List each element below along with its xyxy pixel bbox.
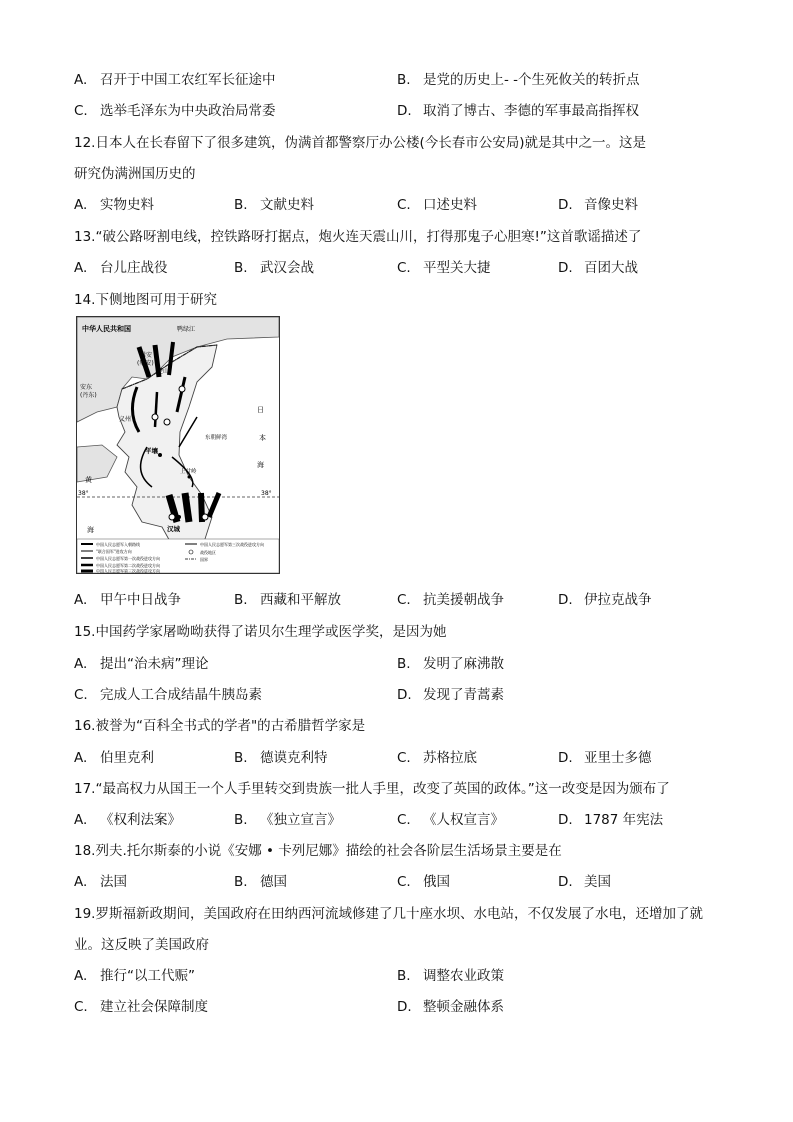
arrow-south-4 — [209, 493, 219, 517]
legend-item-4: 中国人民志愿军第二次战役进攻方向 — [96, 563, 160, 568]
q15-option-b: B. 发明了麻沸散 — [397, 656, 504, 672]
q11-option-c: C. 选举毛泽东为中央政治局常委 — [74, 103, 276, 119]
q15-option-a: A. 提出“治未病”理论 — [74, 656, 209, 672]
q13-stem: 13.“破公路呀割电线，控铁路呀打据点，炮火连天震山川，打得那鬼子心胆寒!”这首歌谣描述了 — [74, 229, 642, 245]
label-andong: 安东 — [80, 384, 93, 391]
label-38-right: 38° — [261, 490, 272, 497]
legend-item-5: 中国人民志愿军第三次战役进攻方向 — [96, 568, 160, 573]
label-dandong: (丹东) — [80, 392, 97, 399]
legend-item-3: 中国人民志愿军第一次战役进攻方向 — [96, 556, 160, 561]
q11-option-a: A. 召开于中国工农红军长征途中 — [74, 72, 276, 88]
shandong-coast — [77, 445, 117, 482]
q14-option-d: D. 伊拉克战争 — [558, 592, 652, 608]
legend-item-7: 战役地区 — [200, 550, 216, 555]
q12-stem-line1: 12.日本人在长春留下了很多建筑，伪满首都警察厅办公楼(今长春市公安局)就是其中之一。这是 — [74, 135, 647, 151]
battle-marker — [202, 514, 208, 520]
legend-item-1: 中国人民志愿军入朝路线 — [96, 542, 140, 547]
label-yellow-sea-1: 黄 — [85, 476, 92, 484]
pyongyang-dot — [158, 453, 162, 457]
q12-stem-line2: 研究伪满洲国历史的 — [74, 166, 196, 182]
label-sea-of-japan-2: 本 — [259, 434, 266, 442]
q17-stem: 17.“最高权力从国王一个人手里转交到贵族一批人手里，改变了英国的政体。”这一改变是因为颁布了 — [74, 781, 670, 797]
q11-option-d: D. 取消了博古、李德的军事最高指挥权 — [397, 103, 639, 119]
q14-option-c: C. 抗美援朝战争 — [397, 592, 504, 608]
q16-stem: 16.被誉为“百科全书式的学者"的古希腊哲学家是 — [74, 718, 366, 734]
label-shangganling: 上甘岭 — [180, 469, 197, 475]
label-uiju: 义州 — [119, 416, 132, 423]
legend-item-8: 国界 — [200, 557, 208, 562]
q19-option-c: C. 建立社会保障制度 — [74, 999, 208, 1015]
label-yalu: 鸭绿江 — [177, 326, 196, 333]
label-pyongyang: 平壤 — [145, 447, 158, 455]
q12-option-a: A. 实物史料 — [74, 197, 154, 213]
legend-swatch — [189, 550, 193, 554]
q17-option-c: C. 《人权宣言》 — [397, 812, 504, 828]
q19-option-b: B. 调整农业政策 — [397, 968, 504, 984]
battle-marker — [169, 514, 175, 520]
legend-item-2: "联合国军"进攻方向 — [96, 549, 132, 554]
q12-option-b: B. 文献史料 — [234, 197, 314, 213]
legend-item-6: 中国人民志愿军第三次战役进攻方向 — [200, 542, 264, 547]
q12-option-d: D. 音像史料 — [558, 197, 638, 213]
q11-option-b: B. 是党的历史上- -个生死攸关的转折点 — [397, 72, 640, 88]
arrow-south-2 — [185, 493, 189, 522]
q16-option-a: A. 伯里克利 — [74, 750, 154, 766]
q18-option-a: A. 法国 — [74, 874, 127, 890]
q18-option-b: B. 德国 — [234, 874, 287, 890]
q14-option-b: B. 西藏和平解放 — [234, 592, 341, 608]
q17-option-b: B. 《独立宣言》 — [234, 812, 341, 828]
q16-option-b: B. 德谟克利特 — [234, 750, 328, 766]
battle-marker — [152, 414, 158, 420]
q19-option-d: D. 整顿金融体系 — [397, 999, 504, 1015]
battle-marker — [179, 386, 185, 392]
q15-stem: 15.中国药学家屠呦呦获得了诺贝尔生理学或医学奖，是因为她 — [74, 624, 447, 640]
q16-option-d: D. 亚里士多德 — [558, 750, 652, 766]
q13-option-b: B. 武汉会战 — [234, 260, 314, 276]
q15-option-c: C. 完成人工合成结晶牛胰岛素 — [74, 687, 262, 703]
q14-option-a: A. 甲午中日战争 — [74, 592, 181, 608]
q19-stem-line1: 19.罗斯福新政期间，美国政府在田纳西河流域修建了几十座水坝、水电站，不仅发展了水电，还增加了就 — [74, 906, 703, 922]
map-figure — [77, 317, 279, 573]
label-jian: 辑安 — [140, 352, 153, 359]
q18-stem: 18.列夫.托尔斯泰的小说《安娜 • 卡列尼娜》描绘的社会各阶层生活场景主要是在 — [74, 843, 562, 859]
label-yellow-sea-2: 海 — [87, 526, 94, 534]
q13-option-c: C. 平型关大捷 — [397, 260, 491, 276]
label-sea-of-japan-1: 日 — [257, 406, 264, 414]
q18-option-c: C. 俄国 — [397, 874, 450, 890]
label-chusan: 楚山 — [157, 368, 170, 375]
q14-stem: 14.下侧地图可用于研究 — [74, 292, 217, 308]
q17-option-a: A. 《权利法案》 — [74, 812, 181, 828]
q12-option-c: C. 口述史料 — [397, 197, 477, 213]
battle-marker — [164, 419, 170, 425]
q16-option-c: C. 苏格拉底 — [397, 750, 477, 766]
q13-option-d: D. 百团大战 — [558, 260, 638, 276]
map-title: 中华人民共和国 — [82, 325, 131, 333]
label-38-left: 38° — [78, 490, 89, 497]
label-seoul: 汉城 — [167, 525, 180, 533]
q19-stem-line2: 业。这反映了美国政府 — [74, 937, 209, 953]
label-east-korea-bay: 东朝鲜湾 — [205, 435, 228, 441]
label-sea-of-japan-3: 海 — [257, 461, 264, 469]
korean-war-map — [76, 316, 280, 574]
q15-option-d: D. 发现了青蒿素 — [397, 687, 504, 703]
q19-option-a: A. 推行“以工代赈” — [74, 968, 195, 984]
seoul-dot — [177, 515, 181, 519]
shangganling-dot — [188, 476, 191, 479]
q18-option-d: D. 美国 — [558, 874, 611, 890]
q17-option-d: D. 1787 年宪法 — [558, 812, 664, 828]
q13-option-a: A. 台儿庄战役 — [74, 260, 168, 276]
label-jian-alt: (集安) — [137, 360, 154, 367]
